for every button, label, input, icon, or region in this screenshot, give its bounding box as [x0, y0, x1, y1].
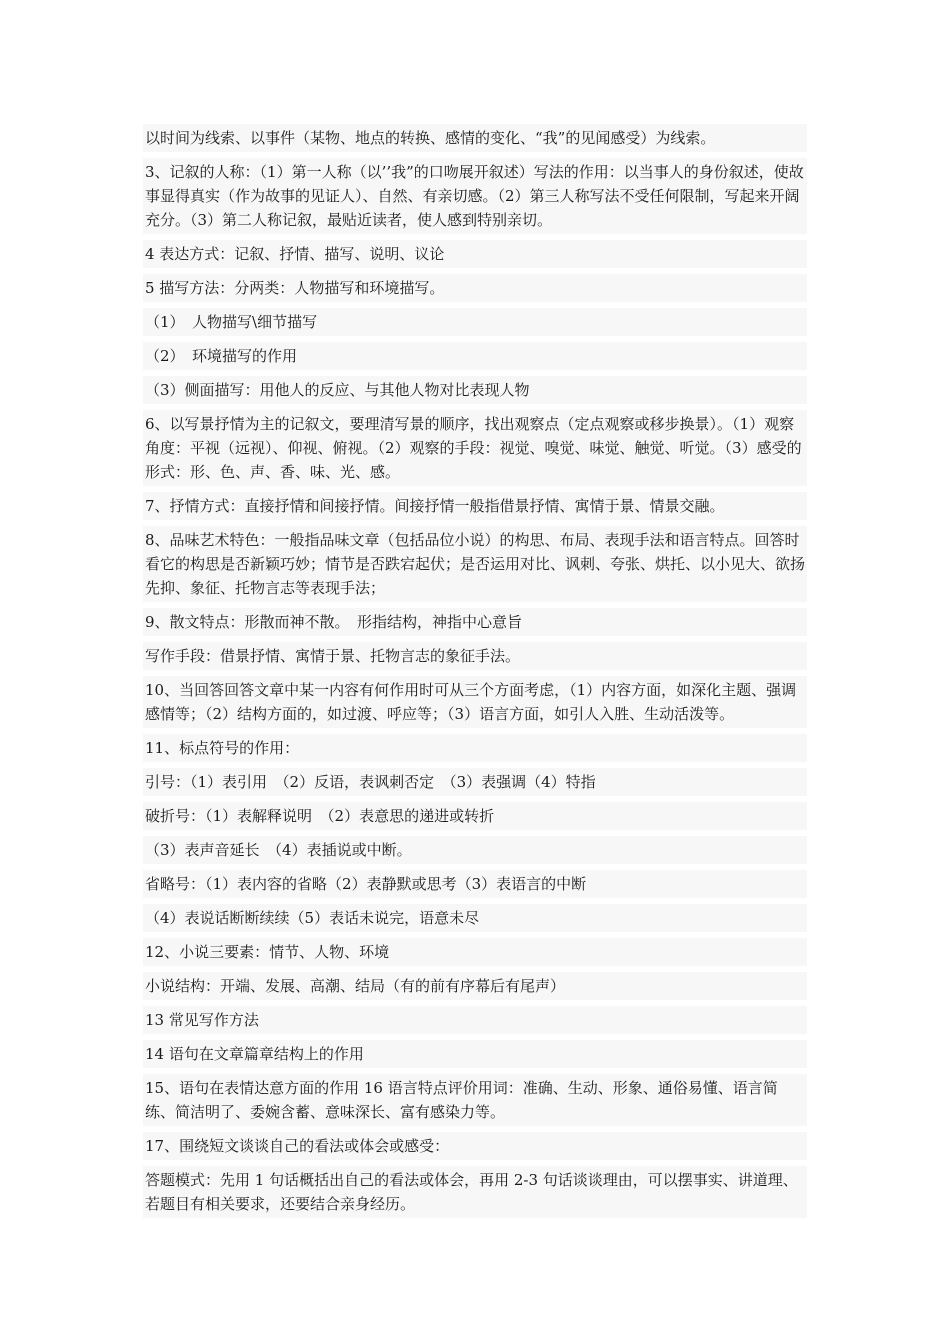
paragraph-novel-structure: 小说结构：开端、发展、高潮、结局（有的前有序幕后有尾声） — [143, 972, 807, 1000]
paragraph-novel-elements: 12、小说三要素：情节、人物、环境 — [143, 938, 807, 966]
paragraph-side-description: （3）侧面描写：用他人的反应、与其他人物对比表现人物 — [143, 376, 807, 404]
paragraph-opinion-heading: 17、围绕短文谈谈自己的看法或体会或感受： — [143, 1132, 807, 1160]
paragraph-dash-2: （3）表声音延长 （4）表插说或中断。 — [143, 836, 807, 864]
paragraph-ellipsis-1: 省略号：（1）表内容的省略（2）表静默或思考（3）表语言的中断 — [143, 870, 807, 898]
paragraph-artistic-features: 8、品味艺术特色：一般指品味文章（包括品位小说）的构思、布局、表现手法和语言特点。回答时看它的构思是否新颖巧妙；情节是否跌宕起伏；是否运用对比、讽刺、夸张、烘托、以小见大、欲扬先抑、象征、托物言志等表现手法； — [143, 526, 807, 602]
paragraph-ellipsis-2: （4）表说话断断续续（5）表话未说完，语意未尽 — [143, 904, 807, 932]
paragraph-dash-1: 破折号：（1）表解释说明 （2）表意思的递进或转折 — [143, 802, 807, 830]
paragraph-answer-pattern: 答题模式：先用 1 句话概括出自己的看法或体会，再用 2-3 句话谈谈理由，可以摆事实、讲道理、若题目有相关要求，还要结合亲身经历。 — [143, 1166, 807, 1218]
paragraph-environment-description: （2） 环境描写的作用 — [143, 342, 807, 370]
paragraph-language-evaluation: 15、语句在表情达意方面的作用 16 语言特点评价用词：准确、生动、形象、通俗易懂、语言简练、简洁明了、委婉含蓄、意味深长、富有感染力等。 — [143, 1074, 807, 1126]
paragraph-writing-means: 写作手段：借景抒情、寓情于景、托物言志的象征手法。 — [143, 642, 807, 670]
paragraph-scenery-narrative: 6、以写景抒情为主的记叙文，要理清写景的顺序，找出观察点（定点观察或移步换景）。（1）观察角度：平视（远视）、仰视、俯视。（2）观察的手段：视觉、嗅觉、味觉、触觉、听觉。（3）感受的形式：形、色、声、香、味、光、感。 — [143, 410, 807, 486]
paragraph-expression-modes: 4 表达方式：记叙、抒情、描写、说明、议论 — [143, 240, 807, 268]
document-body — [143, 124, 807, 1224]
paragraph-prose-features: 9、散文特点：形散而神不散。 形指结构，神指中心意旨 — [143, 608, 807, 636]
paragraph-quotation-marks: 引号：（1）表引用 （2）反语，表讽刺否定 （3）表强调（4）特指 — [143, 768, 807, 796]
paragraph-clue-types: 以时间为线索、以事件（某物、地点的转换、感情的变化、“我”的见闻感受）为线索。 — [143, 124, 807, 152]
paragraph-sentence-structure-role: 14 语句在文章篇章结构上的作用 — [143, 1040, 807, 1068]
paragraph-character-description: （1） 人物描写\细节描写 — [143, 308, 807, 336]
paragraph-description-methods: 5 描写方法：分两类：人物描写和环境描写。 — [143, 274, 807, 302]
paragraph-lyric-modes: 7、抒情方式：直接抒情和间接抒情。间接抒情一般指借景抒情、寓情于景、情景交融。 — [143, 492, 807, 520]
paragraph-content-function: 10、当回答回答文章中某一内容有何作用时可从三个方面考虑，（1）内容方面，如深化主题、强调感情等；（2）结构方面的，如过渡、呼应等；（3）语言方面，如引人入胜、生动活泼等。 — [143, 676, 807, 728]
paragraph-writing-methods: 13 常见写作方法 — [143, 1006, 807, 1034]
paragraph-punctuation-heading: 11、标点符号的作用： — [143, 734, 807, 762]
paragraph-narrative-person: 3、记叙的人称：（1）第一人称（以’’我”的口吻展开叙述）写法的作用：以当事人的身份叙述，使故事显得真实（作为故事的见证人）、自然、有亲切感。（2）第三人称写法不受任何限制，写起来开阔充分。（3）第二人称记叙，最贴近读者，使人感到特别亲切。 — [143, 158, 807, 234]
